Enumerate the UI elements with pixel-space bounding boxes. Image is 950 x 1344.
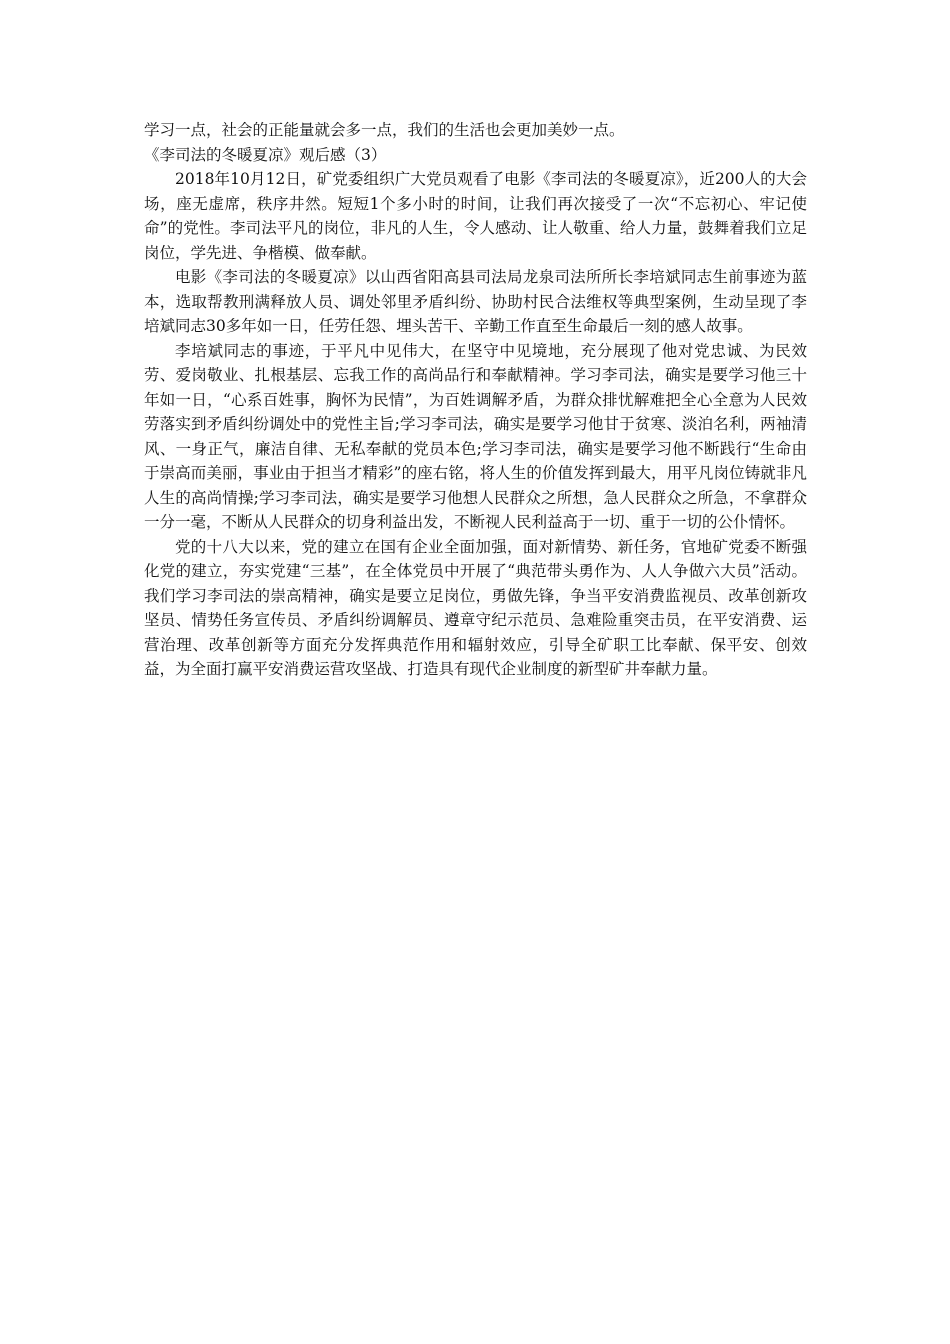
body-paragraph-1: 2018年10月12日，矿党委组织广大党员观看了电影《李司法的冬暖夏凉》，近200人的大会场，座无虚席，秩序井然。短短1个多小时的时间，让我们再次接受了一次“不忘初心、牢记使命”的党性。李司法平凡的岗位，非凡的人生，令人感动、让人敬重、给人力量，鼓舞着我们立足岗位，学先进、争楷模、做奉献。 <box>144 170 807 262</box>
body-paragraph-2: 电影《李司法的冬暖夏凉》以山西省阳高县司法局龙泉司法所所长李培斌同志生前事迹为蓝本，选取帮教刑满释放人员、调处邻里矛盾纠纷、协助村民合法维权等典型案例，生动呈现了李培斌同志30多年如一日，任劳任怨、埋头苦干、辛勤工作直至生命最后一刻的感人故事。 <box>144 268 807 335</box>
body-paragraph-3: 李培斌同志的事迹，于平凡中见伟大，在坚守中见境地，充分展现了他对党忠诚、为民效劳、爱岗敬业、扎根基层、忘我工作的高尚品行和奉献精神。学习李司法，确实是要学习他三十年如一日，“心系百姓事，胸怀为民情”，为百姓调解矛盾，为群众排忧解难把全心全意为人民效劳落实到矛盾纠纷调处中的党性主旨;学习李司法，确实是要学习他甘于贫寒、淡泊名利，两袖清风、一身正气，廉洁自律、无私奉献的党员本色;学习李司法，确实是要学习他不断践行“生命由于崇高而美丽，事业由于担当才精彩”的座右铭，将人生的价值发挥到最大，用平凡岗位铸就非凡人生的高尚情操;学习李司法，确实是要学习他想人民群众之所想，急人民群众之所急，不拿群众一分一毫，不断从人民群众的切身利益出发，不断视人民利益高于一切、重于一切的公仆情怀。 <box>144 341 807 531</box>
continuation-paragraph: 学习一点，社会的正能量就会多一点，我们的生活也会更加美妙一点。 <box>144 121 625 139</box>
body-paragraph-4: 党的十八大以来，党的建立在国有企业全面加强，面对新情势、新任务，官地矿党委不断强化党的建立，夯实党建“三基”，在全体党员中开展了“典范带头勇作为、人人争做六大员”活动。我们学习李司法的崇高精神，确实是要立足岗位，勇做先锋，争当平安消费监视员、改革创新攻坚员、情势任务宣传员、矛盾纠纷调解员、遵章守纪示范员、急难险重突击员，在平安消费、运营治理、改革创新等方面充分发挥典范作用和辐射效应，引导全矿职工比奉献、保平安、创效益，为全面打赢平安消费运营攻坚战、打造具有现代企业制度的新型矿井奉献力量。 <box>144 537 807 678</box>
document-page <box>144 118 807 682</box>
section-title: 《李司法的冬暖夏凉》观后感（3） <box>144 145 387 164</box>
